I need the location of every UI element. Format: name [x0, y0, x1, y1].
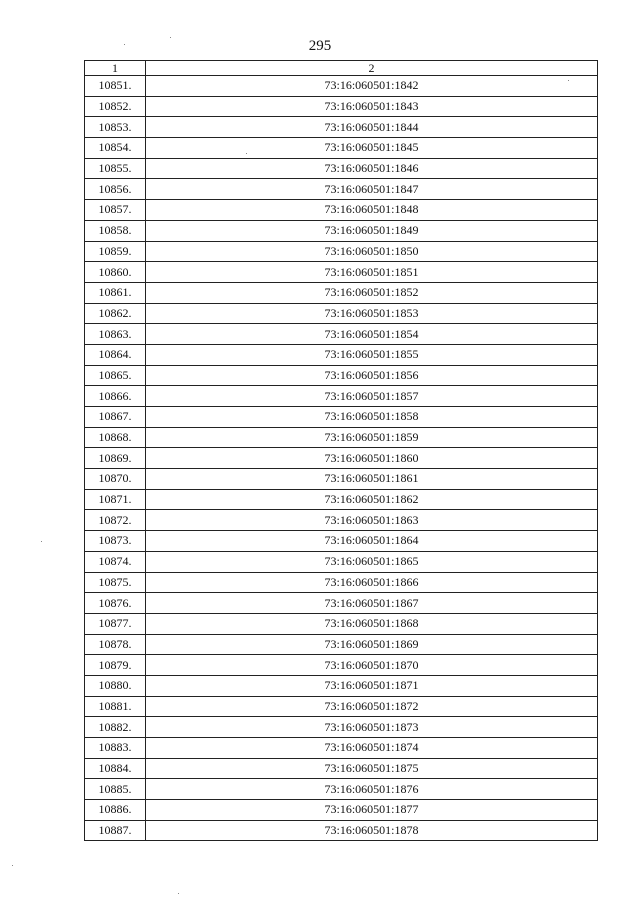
cadastral-number-cell: 73:16:060501:1878 [146, 820, 598, 841]
row-number-cell: 10862. [85, 303, 146, 324]
cadastral-number-cell: 73:16:060501:1872 [146, 696, 598, 717]
row-number-cell: 10863. [85, 324, 146, 345]
cadastral-number-cell: 73:16:060501:1866 [146, 572, 598, 593]
table-row [85, 696, 598, 717]
cadastral-number-cell: 73:16:060501:1859 [146, 427, 598, 448]
row-number-cell: 10856. [85, 179, 146, 200]
scan-speck [246, 153, 247, 154]
cadastral-number-cell: 73:16:060501:1864 [146, 531, 598, 552]
table-row [85, 344, 598, 365]
row-number-cell: 10866. [85, 386, 146, 407]
table-row [85, 365, 598, 386]
cadastral-number-cell: 73:16:060501:1851 [146, 262, 598, 283]
table-row [85, 407, 598, 428]
cadastral-number-cell: 73:16:060501:1857 [146, 386, 598, 407]
table-row [85, 282, 598, 303]
row-number-cell: 10858. [85, 220, 146, 241]
table-row [85, 717, 598, 738]
row-number-cell: 10878. [85, 634, 146, 655]
row-number-cell: 10875. [85, 572, 146, 593]
scan-speck [124, 44, 125, 45]
table-row [85, 179, 598, 200]
cadastral-number-cell: 73:16:060501:1875 [146, 758, 598, 779]
cadastral-number-cell: 73:16:060501:1865 [146, 551, 598, 572]
cadastral-number-cell: 73:16:060501:1870 [146, 655, 598, 676]
row-number-cell: 10857. [85, 200, 146, 221]
row-number-cell: 10881. [85, 696, 146, 717]
table-row [85, 158, 598, 179]
row-number-cell: 10867. [85, 407, 146, 428]
cadastral-number-cell: 73:16:060501:1868 [146, 613, 598, 634]
table-row [85, 531, 598, 552]
table-row [85, 200, 598, 221]
row-number-cell: 10860. [85, 262, 146, 283]
row-number-cell: 10885. [85, 779, 146, 800]
cadastral-number-cell: 73:16:060501:1860 [146, 448, 598, 469]
table-row [85, 262, 598, 283]
table-row [85, 572, 598, 593]
row-number-cell: 10884. [85, 758, 146, 779]
cadastral-number-table [84, 60, 598, 841]
table-row [85, 489, 598, 510]
table-row [85, 634, 598, 655]
row-number-cell: 10886. [85, 800, 146, 821]
cadastral-number-cell: 73:16:060501:1873 [146, 717, 598, 738]
row-number-cell: 10883. [85, 738, 146, 759]
table-row [85, 655, 598, 676]
scan-speck [170, 37, 171, 38]
cadastral-number-cell: 73:16:060501:1874 [146, 738, 598, 759]
table-row [85, 800, 598, 821]
row-number-cell: 10870. [85, 469, 146, 490]
cadastral-number-cell: 73:16:060501:1876 [146, 779, 598, 800]
table-row [85, 593, 598, 614]
table-row [85, 551, 598, 572]
table-row [85, 324, 598, 345]
row-number-cell: 10853. [85, 117, 146, 138]
cadastral-number-cell: 73:16:060501:1877 [146, 800, 598, 821]
table-row [85, 303, 598, 324]
row-number-cell: 10865. [85, 365, 146, 386]
cadastral-number-cell: 73:16:060501:1871 [146, 675, 598, 696]
row-number-cell: 10872. [85, 510, 146, 531]
table-row [85, 117, 598, 138]
row-number-cell: 10861. [85, 282, 146, 303]
row-number-cell: 10874. [85, 551, 146, 572]
row-number-cell: 10852. [85, 96, 146, 117]
row-number-cell: 10869. [85, 448, 146, 469]
table-row [85, 76, 598, 97]
table-row [85, 241, 598, 262]
row-number-cell: 10864. [85, 344, 146, 365]
row-number-cell: 10873. [85, 531, 146, 552]
header-column-2: 2 [146, 61, 598, 76]
cadastral-number-cell: 73:16:060501:1843 [146, 96, 598, 117]
row-number-cell: 10877. [85, 613, 146, 634]
row-number-cell: 10854. [85, 138, 146, 159]
table-row [85, 427, 598, 448]
row-number-cell: 10868. [85, 427, 146, 448]
cadastral-number-cell: 73:16:060501:1855 [146, 344, 598, 365]
row-number-cell: 10882. [85, 717, 146, 738]
cadastral-number-cell: 73:16:060501:1847 [146, 179, 598, 200]
row-number-cell: 10880. [85, 675, 146, 696]
row-number-cell: 10855. [85, 158, 146, 179]
table-row [85, 510, 598, 531]
cadastral-number-cell: 73:16:060501:1849 [146, 220, 598, 241]
table-row [85, 779, 598, 800]
row-number-cell: 10871. [85, 489, 146, 510]
scan-speck [178, 893, 179, 894]
table-body [85, 76, 598, 841]
row-number-cell: 10876. [85, 593, 146, 614]
cadastral-number-cell: 73:16:060501:1842 [146, 76, 598, 97]
cadastral-number-cell: 73:16:060501:1858 [146, 407, 598, 428]
table-row [85, 820, 598, 841]
table-header-row [85, 61, 598, 76]
cadastral-number-cell: 73:16:060501:1867 [146, 593, 598, 614]
table-row [85, 96, 598, 117]
table-row [85, 758, 598, 779]
header-column-1: 1 [85, 61, 146, 76]
row-number-cell: 10859. [85, 241, 146, 262]
cadastral-number-cell: 73:16:060501:1863 [146, 510, 598, 531]
row-number-cell: 10887. [85, 820, 146, 841]
row-number-cell: 10879. [85, 655, 146, 676]
table-row [85, 469, 598, 490]
cadastral-number-cell: 73:16:060501:1846 [146, 158, 598, 179]
table-row [85, 448, 598, 469]
row-number-cell: 10851. [85, 76, 146, 97]
scan-speck [568, 80, 569, 81]
cadastral-number-cell: 73:16:060501:1854 [146, 324, 598, 345]
table-row [85, 675, 598, 696]
cadastral-number-cell: 73:16:060501:1856 [146, 365, 598, 386]
cadastral-number-cell: 73:16:060501:1869 [146, 634, 598, 655]
table-row [85, 738, 598, 759]
cadastral-number-cell: 73:16:060501:1853 [146, 303, 598, 324]
cadastral-number-cell: 73:16:060501:1850 [146, 241, 598, 262]
cadastral-number-cell: 73:16:060501:1844 [146, 117, 598, 138]
page-number: 295 [308, 38, 332, 54]
cadastral-number-cell: 73:16:060501:1861 [146, 469, 598, 490]
table-row [85, 613, 598, 634]
cadastral-number-cell: 73:16:060501:1852 [146, 282, 598, 303]
cadastral-number-cell: 73:16:060501:1848 [146, 200, 598, 221]
cadastral-number-cell: 73:16:060501:1862 [146, 489, 598, 510]
table-row [85, 138, 598, 159]
cadastral-number-cell: 73:16:060501:1845 [146, 138, 598, 159]
scan-speck [41, 541, 42, 542]
table-row [85, 386, 598, 407]
table-row [85, 220, 598, 241]
scan-speck [12, 865, 13, 866]
